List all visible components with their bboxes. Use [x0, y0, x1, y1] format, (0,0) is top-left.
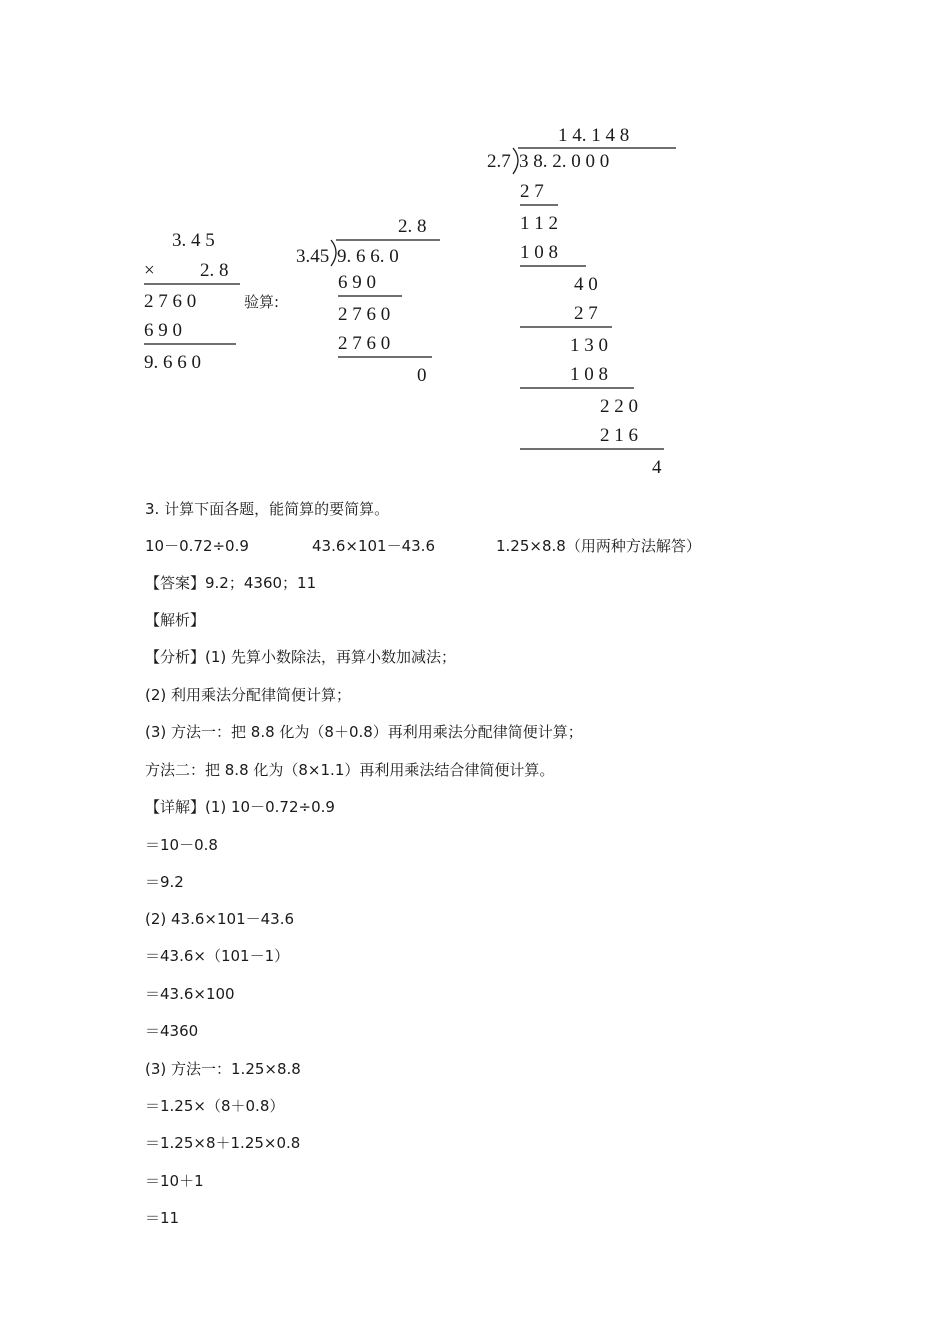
mult-times-sign: ×	[144, 260, 155, 281]
div2-step-2: 1 1 2	[520, 213, 558, 234]
detail-heading: 【详解】(1) 10－0.72÷0.9	[145, 798, 335, 816]
div2-quotient: 1 4. 1 4 8	[558, 125, 630, 146]
div1-step-3: 2 7 6 0	[338, 333, 391, 354]
division-vertical-1	[296, 216, 440, 386]
div1-quotient: 2. 8	[398, 216, 427, 237]
answer-line: 【答案】9.2；4360；11	[145, 574, 317, 592]
div1-step-2: 2 7 6 0	[338, 304, 391, 325]
mult-row-2: 2. 8	[200, 260, 229, 281]
mult-product: 9. 6 6 0	[144, 352, 201, 373]
mult-partial-2: 6 9 0	[144, 320, 182, 341]
div2-step-7: 1 0 8	[570, 364, 608, 385]
analysis-heading: 【解析】	[145, 611, 206, 629]
div2-step-5: 2 7	[574, 303, 598, 324]
question-title: 3. 计算下面各题，能简算的要简算。	[145, 500, 390, 518]
detail-3-step-1: ＝1.25×（8＋0.8）	[145, 1097, 285, 1115]
problem-2: 43.6×101－43.6	[312, 537, 435, 555]
div1-step-1: 6 9 0	[338, 272, 376, 293]
div1-divisor: 3.45	[296, 246, 330, 267]
div2-step-1: 2 7	[520, 181, 544, 202]
vertical-calculations-figure	[0, 0, 950, 500]
detail-2-step-1: ＝43.6×（101－1）	[145, 947, 290, 965]
detail-3-step-2: ＝1.25×8＋1.25×0.8	[145, 1134, 301, 1152]
analysis-line-2: (2) 利用乘法分配律简便计算；	[145, 686, 352, 704]
detail-1-step-2: ＝9.2	[145, 873, 184, 891]
detail-2-step-3: ＝4360	[145, 1022, 199, 1040]
problem-1: 10－0.72÷0.9	[145, 537, 249, 555]
div2-step-8: 2 2 0	[600, 396, 638, 417]
detail-2-heading: (2) 43.6×101－43.6	[145, 910, 295, 928]
verify-label: 验算:	[244, 293, 280, 311]
detail-3-heading: (3) 方法一：1.25×8.8	[145, 1060, 301, 1078]
div2-divisor: 2.7	[487, 151, 511, 172]
mult-row-1: 3. 4 5	[172, 230, 215, 251]
division-vertical-2	[487, 125, 676, 478]
problem-3: 1.25×8.8（用两种方法解答）	[496, 537, 701, 555]
div2-step-6: 1 3 0	[570, 335, 608, 356]
analysis-line-4: 方法二：把 8.8 化为（8×1.1）再利用乘法结合律简便计算。	[145, 761, 555, 779]
detail-2-step-2: ＝43.6×100	[145, 985, 235, 1003]
div1-bracket	[331, 240, 336, 266]
div2-remainder: 4	[652, 457, 662, 478]
detail-1-step-1: ＝10－0.8	[145, 836, 218, 854]
div1-remainder: 0	[417, 365, 427, 386]
multiplication-vertical	[144, 230, 279, 373]
analysis-line-1: 【分析】(1) 先算小数除法，再算小数加减法；	[145, 648, 457, 666]
div2-bracket	[513, 148, 518, 174]
div2-dividend: 3 8. 2. 0 0 0	[519, 151, 610, 172]
div2-step-3: 1 0 8	[520, 242, 558, 263]
detail-3-step-4: ＝11	[145, 1209, 180, 1227]
detail-3-step-3: ＝10＋1	[145, 1172, 204, 1190]
analysis-line-3: (3) 方法一：把 8.8 化为（8＋0.8）再利用乘法分配律简便计算；	[145, 723, 583, 741]
div2-step-9: 2 1 6	[600, 425, 638, 446]
div2-step-4: 4 0	[574, 274, 598, 295]
mult-partial-1: 2 7 6 0	[144, 291, 197, 312]
div1-dividend: 9. 6 6. 0	[337, 246, 399, 267]
